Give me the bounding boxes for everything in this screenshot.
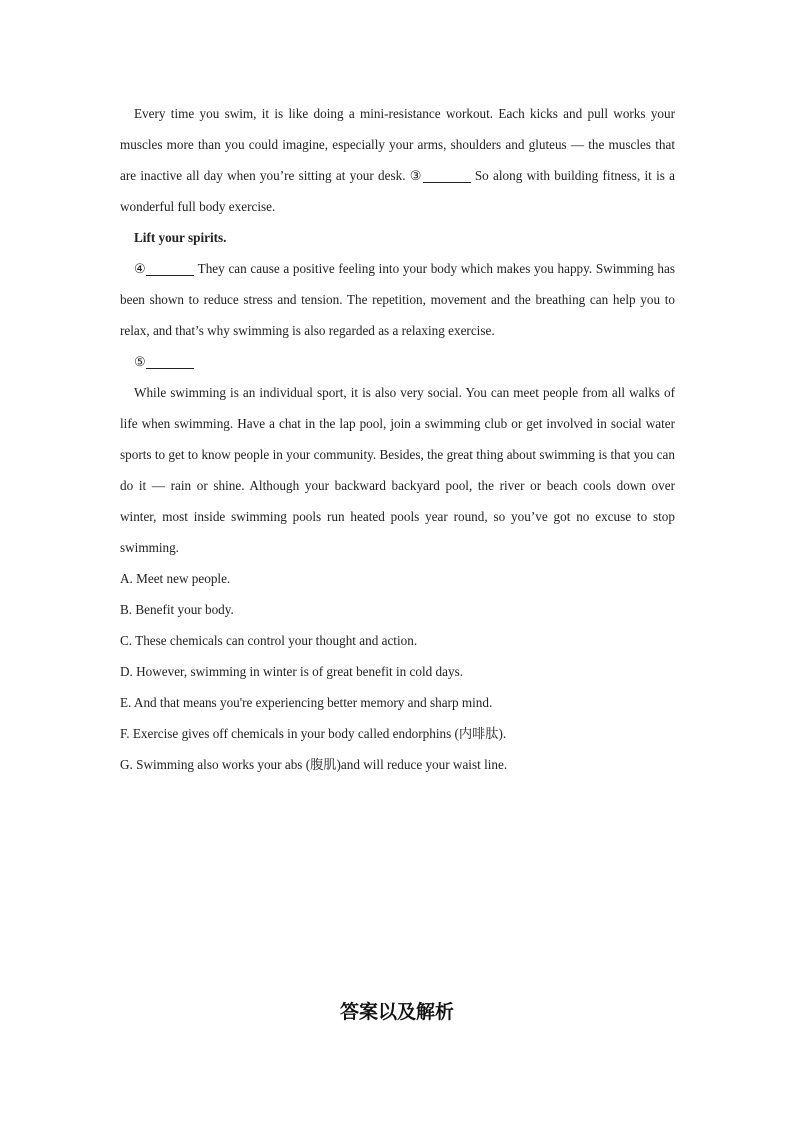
paragraph-2-text: They can cause a positive feeling into your body which makes you happy. Swimming has been shown to reduce stress and tension. The repetition, movement and the breathing can help you to relax, and that’s why swimming is also regarded as a relaxing exercise. (120, 261, 675, 338)
blank-3-line (423, 168, 471, 183)
option-c: C. These chemicals can control your thought and action. (120, 633, 418, 648)
option-f: F. Exercise gives off chemicals in your body called endorphins (内啡肽). (120, 726, 507, 741)
paragraph-1 (120, 98, 675, 222)
option-b: B. Benefit your body. (120, 602, 234, 617)
option-a: A. Meet new people. (120, 571, 231, 586)
option-e: E. And that means you're experiencing better memory and sharp mind. (120, 695, 493, 710)
option-d: D. However, swimming in winter is of great benefit in cold days. (120, 664, 464, 679)
section-heading: Lift your spirits. (134, 230, 227, 245)
blank-5-line-row (120, 346, 675, 377)
blank-5-line (146, 354, 194, 369)
paragraph-1-text: Every time you swim, it is like doing a mini-resistance workout. Each kicks and pull works your muscles more than you could imagine, especially your arms, shoulders and gluteus — the muscles that are inactive all day when you’re sitting at your desk. (120, 106, 675, 183)
paragraph-2 (120, 253, 675, 346)
paragraph-4 (120, 377, 675, 563)
passage-content (120, 98, 675, 780)
answer-options-list (120, 563, 675, 780)
blank-5-marker: ⑤ (134, 354, 146, 369)
answers-title: 答案以及解析 (339, 1001, 454, 1023)
option-g: G. Swimming also works your abs (腹肌)and will reduce your waist line. (120, 757, 508, 772)
paragraph-4-text: While swimming is an individual sport, it is also very social. You can meet people from all walks of life when swimming. Have a chat in the lap pool, join a swimming club or get involved in social water sports to get to know people in your community. Besides, the great thing about swimming is that you can do it — rain or shine. Although your backward backyard pool, the river or beach cools down over winter, most inside swimming pools run heated pools year round, so you’ve got no excuse to stop swimming. (120, 385, 675, 555)
blank-3-marker: ③ (409, 168, 423, 183)
paragraph-1-after-text: So along with building fitness, it is a wonderful full body exercise. (120, 168, 675, 214)
blank-4-line (146, 261, 194, 276)
blank-4-marker: ④ (134, 261, 147, 276)
